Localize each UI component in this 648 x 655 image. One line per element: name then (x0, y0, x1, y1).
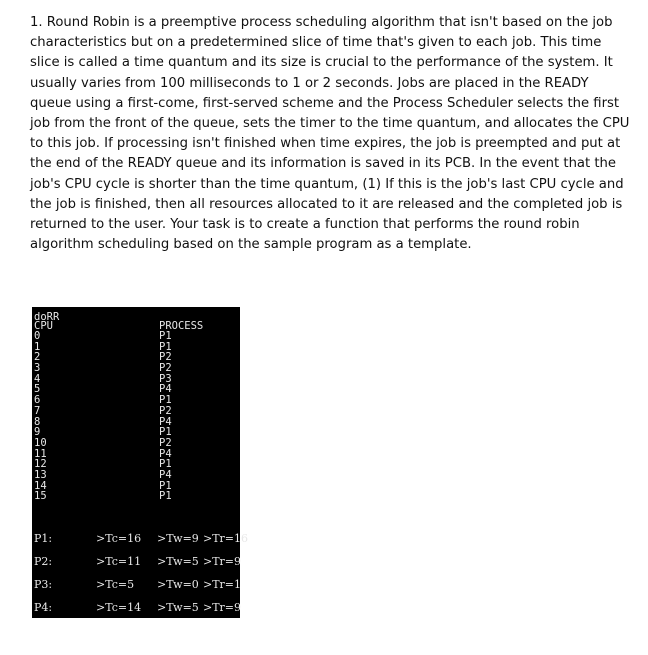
stat-tw: >Tw=9 (157, 532, 199, 545)
process-cell: P2 (159, 362, 172, 375)
process-cell: P4 (159, 468, 172, 481)
cpu-cell: 14 (34, 479, 47, 492)
cpu-cell: 0 (34, 330, 41, 342)
cpu-cell: 15 (34, 490, 47, 503)
cpu-cell: 7 (34, 404, 41, 417)
process-header: PROCESS (159, 320, 204, 332)
stat-tr: >Tr=16 (203, 532, 249, 545)
process-cell: P4 (159, 383, 172, 396)
program-name: doRR (34, 311, 60, 323)
cpu-cell: 10 (34, 436, 47, 449)
cpu-cell: 12 (34, 458, 47, 471)
stat-label: P3: (34, 578, 53, 591)
process-cell: P2 (159, 404, 172, 417)
stats-table (32, 527, 249, 619)
stat-row-p1 (32, 527, 249, 550)
process-cell: P1 (159, 394, 172, 407)
cpu-cell: 6 (34, 394, 41, 407)
process-cell: P4 (159, 415, 172, 428)
cpu-cell: 9 (34, 426, 41, 439)
process-cell: P1 (159, 340, 172, 353)
stat-tr: >Tr=9 (203, 555, 242, 568)
stat-tr: >Tr=1 (203, 578, 242, 591)
process-column (159, 331, 172, 502)
process-cell: P2 (159, 436, 172, 449)
process-cell: P1 (159, 330, 172, 342)
stat-tc: >Tc=16 (96, 532, 142, 545)
stat-tr: >Tr=9 (203, 601, 242, 614)
stat-label: P4: (34, 601, 53, 614)
process-cell: P1 (159, 490, 172, 503)
cpu-header: CPU (34, 320, 53, 332)
stat-label: P2: (34, 555, 53, 568)
question-text: 1. Round Robin is a preemptive process scheduling algorithm that isn't based on the job characteristics but on a predetermined slice of time that's given to each job. This time slice is called a time quantum and its size is crucial to the performance of the system. It usually varies from 100 milliseconds to 1 or 2 seconds. Jobs are placed in the READY queue using a first-come, first-served scheme and the Process Scheduler selects the first job from the front of the queue, sets the timer to the time quantum, and allocates the CPU to this job. If processing isn't finished when time expires, the job is preempted and put at the end of the READY queue and its information is saved in its PCB. In the event that the job's CPU cycle is shorter than the time quantum, (1) If this is the job's last CPU cycle and the job is finished, then all resources allocated to it are released and the completed job is returned to the user. Your task is to create a function that performs the round robin algorithm scheduling based on the sample program as a template. (30, 15, 630, 253)
cpu-cell: 5 (34, 383, 41, 396)
stat-row-p2 (32, 550, 240, 573)
cpu-cell: 3 (34, 362, 41, 375)
stat-row-p4 (32, 596, 240, 619)
process-cell: P1 (159, 426, 172, 439)
cpu-column (34, 331, 47, 502)
stat-tc: >Tc=11 (96, 555, 142, 568)
stat-tw: >Tw=0 (157, 578, 199, 591)
stat-tw: >Tw=5 (157, 601, 199, 614)
stat-tc: >Tc=5 (96, 578, 135, 591)
process-cell: P2 (159, 351, 172, 364)
process-cell: P1 (159, 479, 172, 492)
cpu-cell: 8 (34, 415, 41, 428)
console-output (32, 307, 249, 618)
stat-tc: >Tc=14 (96, 601, 142, 614)
stat-row-p3 (32, 573, 240, 596)
cpu-cell: 11 (34, 447, 47, 460)
stat-label: P1: (34, 532, 53, 545)
cpu-cell: 4 (34, 372, 41, 385)
process-cell: P3 (159, 372, 172, 385)
stat-tw: >Tw=5 (157, 555, 199, 568)
cpu-cell: 1 (34, 340, 41, 353)
cpu-cell: 2 (34, 351, 41, 364)
cpu-cell: 13 (34, 468, 47, 481)
process-cell: P1 (159, 458, 172, 471)
process-cell: P4 (159, 447, 172, 460)
